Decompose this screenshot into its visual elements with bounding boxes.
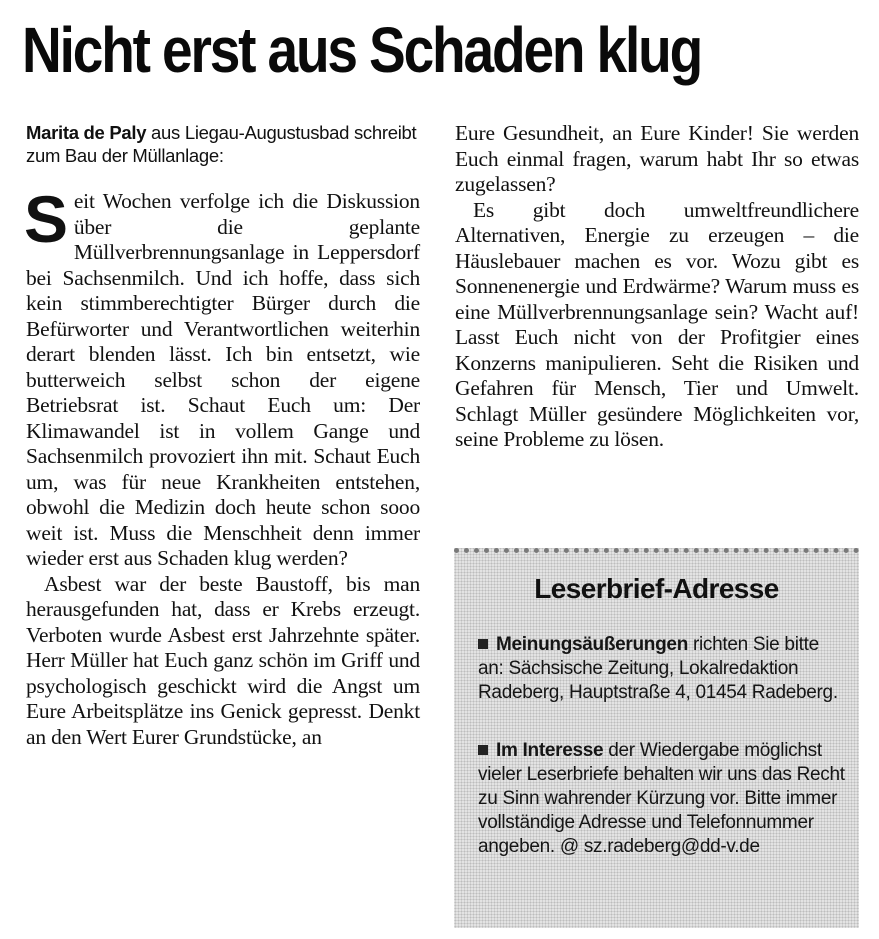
paragraph-1-text: eit Wochen verfolge ich die Diskussion über die geplante Müllverbrennungsanlage in Leppersdorf bei Sachsenmilch. Und ich hoffe, dass sich kein stimmberechtigter Bürger durch die Befürworter und Verantwortlichen weiterhin derart blenden lässt. Ich bin entsetzt, wie butterweich selbst schon der eigene Betriebsrat ist. Schaut Euch um: Der Klimawandel ist in vollem Gange und Sachsenmilch provoziert ihn mit. Schaut Euch um, was für neue Krankheiten entstehen, obwohl die Medizin doch heute schon sooo weit ist. Muss die Menschheit denn immer wieder erst aus Schaden klug werden?: [26, 189, 420, 570]
square-bullet-icon: [478, 745, 488, 755]
article-paragraph-1: [24, 182, 420, 572]
address-box-title: Leserbrief-Adresse: [534, 573, 779, 604]
article-paragraph-2: Asbest war der beste Baustoff, bis man herausgefunden hat, dass er Krebs erzeugt. Verboten wurde Asbest erst Jahrzehnte später. Herr Müller hat Euch ganz schön im Griff und psychologisch geschickt wird die Angst um Eure Arbeitsplätze ins Genick gepresst. Denkt an den Wert Eurer Grundstücke, an: [26, 571, 420, 749]
headline: Nicht erst aus Schaden klug: [22, 14, 702, 86]
article-column-left: [26, 121, 420, 750]
drop-cap: S: [24, 182, 68, 256]
byline: [26, 121, 420, 167]
article-column-right: [455, 121, 859, 453]
email-at-icon: @: [559, 836, 579, 857]
email-address[interactable]: sz.radeberg@dd-v.de: [578, 836, 760, 857]
author-name: Marita de Paly: [26, 122, 147, 143]
address-item-1-text: richten Sie bitte an: Sächsische Zeitung, Lokalredaktion Radeberg, Hauptstraße 4, 01454 Radeberg.: [478, 634, 838, 703]
byline-intro: aus Liegau-Augustusbad schreibt zum Bau der Müllanlage:: [26, 122, 417, 166]
address-item-interest: [478, 739, 846, 859]
address-item-opinions: [478, 633, 846, 705]
article-paragraph-2-continued: Eure Gesundheit, an Eure Kinder! Sie werden Euch einmal fragen, warum habt Ihr so etwas zugelassen?: [455, 121, 859, 196]
reader-letter-address-box: [454, 548, 859, 928]
square-bullet-icon: [478, 639, 488, 649]
address-item-2-text: der Wiedergabe möglichst vieler Leserbriefe behalten wir uns das Recht zu Sinn wahrender Kürzung vor. Bitte immer vollständige Adresse und Telefonnummer angeben.: [478, 740, 845, 857]
article-paragraph-3: Es gibt doch umweltfreundlichere Alternativen, Energie zu erzeugen – die Häuslebauer machen es vor. Wozu gibt es Sonnenenergie und Erdwärme? Warum muss es eine Müllverbrennungsanlage sein? Wacht auf! Lasst Euch nicht von der Profitgier eines Konzerns manipulieren. Seht die Risiken und Gefahren für Mensch, Tier und Umwelt. Schlagt Müller gesündere Möglichkeiten vor, seine Probleme zu lösen.: [455, 197, 859, 451]
address-item-2-label: Im Interesse: [496, 740, 604, 761]
address-item-1-label: Meinungsäußerungen: [496, 634, 688, 655]
